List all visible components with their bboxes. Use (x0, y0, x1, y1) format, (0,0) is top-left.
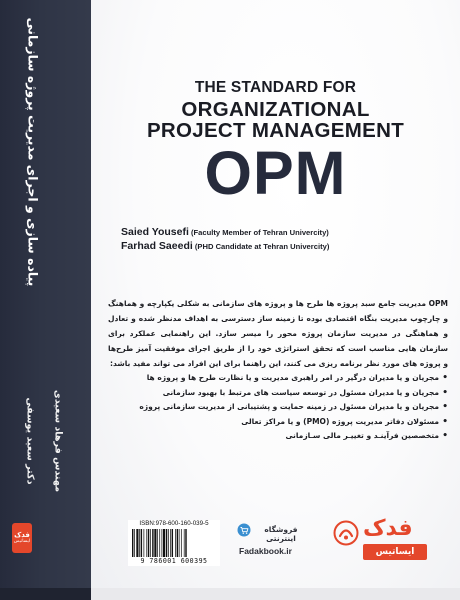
author-line-2 (121, 236, 451, 250)
spine-logo-mark: فدک (14, 531, 30, 539)
title-line-2: ORGANIZATIONAL (181, 98, 370, 121)
book-description (108, 296, 448, 444)
audience-item: • مجریان و یا مدیران مسئول در زمینه حمایت و پشتیبانی از مدیریت سازمانی پروژه (108, 400, 448, 415)
audience-list (108, 371, 448, 444)
author-list (121, 222, 451, 250)
publisher-name: فدک (363, 516, 413, 541)
store-url[interactable]: Fadakbook.ir (239, 546, 292, 556)
shopping-cart-icon (237, 523, 251, 537)
spine-logo-tag: ایساتیس (13, 539, 31, 544)
store-name: فروشگاه اینترنتی (264, 525, 298, 543)
audience-item: • مجریان و یا مدیران درگیر در امر راهبری مدیریت و یا نظارت طرح ها و پروژه ها (108, 371, 448, 386)
author-name-2: Farhad Saeedi (121, 240, 193, 252)
author-affiliation-2: (PHD Candidate at Tehran Univercity) (192, 242, 330, 251)
title-line-3: PROJECT MANAGEMENT (146, 119, 405, 142)
title-line-1: THE STANDARD FOR (194, 79, 357, 96)
audience-item: • مجریان و یا مدیران مسئول در توسعه سیاست های مرتبط با بهبود سازمانی (108, 386, 448, 401)
publisher-emblem-icon (333, 520, 359, 546)
author-name-1: Saied Yousefi (121, 226, 189, 238)
publisher-logo (333, 514, 429, 570)
spine-title: پیاده سازی و اجرای مدیریت پروژه سازمانی (25, 17, 41, 287)
spine-author-2: مهندس فرهاد سعیدی (52, 389, 64, 493)
barcode (128, 520, 220, 566)
back-cover-panel (91, 0, 460, 600)
barcode-bars (132, 529, 216, 557)
author-line-1 (121, 222, 451, 236)
author-affiliation-1: (Faculty Member of Tehran Univercity) (188, 228, 329, 237)
spine-bottom-edge (0, 588, 91, 600)
isbn-text: ISBN:978-600-160-039-5 (139, 520, 209, 527)
audience-item: • مسئولان دفاتر مدیریت پروژه (PMO) و یا مراکز تعالی (108, 415, 448, 430)
spine-publisher-logo (12, 523, 32, 553)
opm-acronym: OPM (204, 139, 347, 207)
cover-bottom-edge (91, 588, 460, 600)
audience-item: • متخصصین فرآینـد و تغییـر مالی سـازمانی (108, 429, 448, 444)
barcode-digits: 9 786001 600395 (140, 557, 208, 565)
description-paragraph: OPM مدیریت جامع سبد پروژه ها طرح ها و پروژه های سازمانی به شکلی یکپارچه و هماهنگ و چارچوب مدیریت بنگاه اقتصادی بوده تا زمینه ساز دسترسی به اهداف مدنظر شده و تعادل و هماهنگی در مدیریت سازمان پروژه محور را میسر سازد. این راهنمایی عملکرد برای سازمان هایی مناسب است که تحقق استراتژی خود را از طریق اجرای موفقیت آمیز طرح‌ها و پروژه های مورد نظر برنامه ریزی می کنند، این راهنما برای این افراد می تواند مفید باشد: (108, 299, 448, 368)
online-store-block (235, 520, 310, 564)
spine-author-1: دکتر سعید یوسفی (24, 397, 36, 485)
publisher-tagline: ایساتیس (363, 544, 427, 560)
book-spine (0, 0, 91, 600)
